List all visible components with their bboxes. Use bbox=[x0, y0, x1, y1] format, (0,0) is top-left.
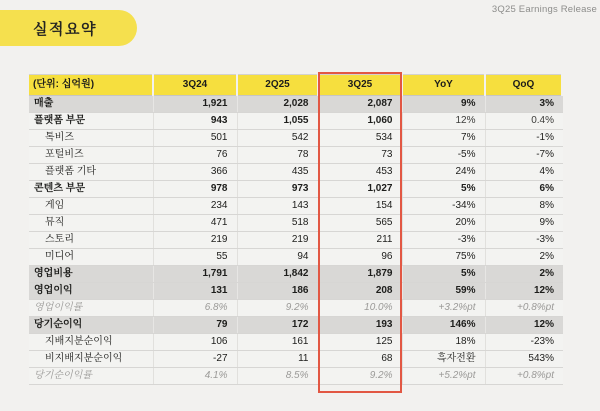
table-row-operating-margin bbox=[29, 300, 563, 317]
cell-qoq: 2% bbox=[485, 249, 563, 266]
cell-qoq: 8% bbox=[485, 198, 563, 215]
column-header-yoy: YoY bbox=[402, 75, 485, 96]
cell-3q24: 76 bbox=[153, 147, 237, 164]
table-row-controlling-interest bbox=[29, 334, 563, 351]
cell-3q25: 68 bbox=[318, 351, 402, 368]
cell-yoy: 5% bbox=[402, 266, 485, 283]
table-row-operating-expenses bbox=[29, 266, 563, 283]
cell-qoq: -3% bbox=[485, 232, 563, 249]
cell-3q24: 4.1% bbox=[153, 368, 237, 385]
cell-3q25: 10.0% bbox=[318, 300, 402, 317]
cell-3q24: -27 bbox=[153, 351, 237, 368]
column-header-3q25: 3Q25 bbox=[318, 75, 402, 96]
cell-3q25: 9.2% bbox=[318, 368, 402, 385]
cell-3q24: 106 bbox=[153, 334, 237, 351]
row-label: 뮤직 bbox=[29, 215, 153, 232]
row-label: 영업이익률 bbox=[29, 300, 153, 317]
cell-3q24: 131 bbox=[153, 283, 237, 300]
cell-3q25: 154 bbox=[318, 198, 402, 215]
table-row-game bbox=[29, 198, 563, 215]
cell-yoy: 59% bbox=[402, 283, 485, 300]
table-row-platform-other bbox=[29, 164, 563, 181]
cell-yoy: -5% bbox=[402, 147, 485, 164]
cell-2q25: 78 bbox=[237, 147, 318, 164]
page-title-pill bbox=[0, 10, 137, 46]
cell-2q25: 219 bbox=[237, 232, 318, 249]
cell-qoq: -7% bbox=[485, 147, 563, 164]
cell-qoq: 12% bbox=[485, 317, 563, 334]
table-row-platform-segment bbox=[29, 113, 563, 130]
cell-3q24: 1,921 bbox=[153, 96, 237, 113]
table-row-noncontrolling-interest bbox=[29, 351, 563, 368]
row-label: 영업이익 bbox=[29, 283, 153, 300]
row-label: 스토리 bbox=[29, 232, 153, 249]
cell-yoy: 146% bbox=[402, 317, 485, 334]
table-row-portalbiz bbox=[29, 147, 563, 164]
cell-3q25: 1,879 bbox=[318, 266, 402, 283]
cell-yoy: -3% bbox=[402, 232, 485, 249]
table-row-music bbox=[29, 215, 563, 232]
row-label: 미디어 bbox=[29, 249, 153, 266]
row-label: 당기순이익률 bbox=[29, 368, 153, 385]
table-header-row bbox=[29, 75, 563, 96]
unit-label: (단위: 십억원) bbox=[29, 75, 153, 96]
cell-yoy: -34% bbox=[402, 198, 485, 215]
cell-3q24: 219 bbox=[153, 232, 237, 249]
table-row-content-segment bbox=[29, 181, 563, 198]
table-row-net-profit bbox=[29, 317, 563, 334]
cell-qoq: +0.8%pt bbox=[485, 300, 563, 317]
cell-2q25: 2,028 bbox=[237, 96, 318, 113]
cell-3q24: 79 bbox=[153, 317, 237, 334]
cell-2q25: 8.5% bbox=[237, 368, 318, 385]
cell-3q24: 55 bbox=[153, 249, 237, 266]
table-row-operating-profit bbox=[29, 283, 563, 300]
cell-qoq: 9% bbox=[485, 215, 563, 232]
row-label: 콘텐츠 부문 bbox=[29, 181, 153, 198]
cell-2q25: 973 bbox=[237, 181, 318, 198]
cell-yoy: 24% bbox=[402, 164, 485, 181]
cell-2q25: 1,842 bbox=[237, 266, 318, 283]
cell-2q25: 143 bbox=[237, 198, 318, 215]
cell-yoy: 75% bbox=[402, 249, 485, 266]
row-label: 플랫폼 부문 bbox=[29, 113, 153, 130]
cell-yoy: 9% bbox=[402, 96, 485, 113]
cell-2q25: 435 bbox=[237, 164, 318, 181]
cell-qoq: 6% bbox=[485, 181, 563, 198]
row-label: 톡비즈 bbox=[29, 130, 153, 147]
cell-qoq: -23% bbox=[485, 334, 563, 351]
cell-2q25: 9.2% bbox=[237, 300, 318, 317]
cell-2q25: 161 bbox=[237, 334, 318, 351]
row-label: 플랫폼 기타 bbox=[29, 164, 153, 181]
cell-yoy: 12% bbox=[402, 113, 485, 130]
cell-qoq: 543% bbox=[485, 351, 563, 368]
cell-qoq: 4% bbox=[485, 164, 563, 181]
row-label: 비지배지분순이익 bbox=[29, 351, 153, 368]
cell-3q25: 1,060 bbox=[318, 113, 402, 130]
column-header-2q25: 2Q25 bbox=[237, 75, 318, 96]
cell-yoy: +3.2%pt bbox=[402, 300, 485, 317]
cell-3q24: 471 bbox=[153, 215, 237, 232]
table-row-talkbiz bbox=[29, 130, 563, 147]
cell-3q24: 978 bbox=[153, 181, 237, 198]
cell-3q25: 2,087 bbox=[318, 96, 402, 113]
cell-yoy: 5% bbox=[402, 181, 485, 198]
table-row-story bbox=[29, 232, 563, 249]
cell-yoy: 18% bbox=[402, 334, 485, 351]
cell-3q25: 1,027 bbox=[318, 181, 402, 198]
cell-qoq: 3% bbox=[485, 96, 563, 113]
earnings-summary-table bbox=[29, 74, 565, 385]
table-row-net-margin bbox=[29, 368, 563, 385]
cell-3q24: 1,791 bbox=[153, 266, 237, 283]
cell-3q25: 211 bbox=[318, 232, 402, 249]
cell-qoq: 12% bbox=[485, 283, 563, 300]
cell-3q25: 208 bbox=[318, 283, 402, 300]
cell-qoq: +0.8%pt bbox=[485, 368, 563, 385]
cell-3q25: 565 bbox=[318, 215, 402, 232]
row-label: 당기순이익 bbox=[29, 317, 153, 334]
cell-2q25: 11 bbox=[237, 351, 318, 368]
cell-yoy: 흑자전환 bbox=[402, 351, 485, 368]
row-label: 게임 bbox=[29, 198, 153, 215]
cell-yoy: 20% bbox=[402, 215, 485, 232]
cell-2q25: 172 bbox=[237, 317, 318, 334]
cell-3q25: 193 bbox=[318, 317, 402, 334]
table-row-revenue bbox=[29, 96, 563, 113]
row-label: 영업비용 bbox=[29, 266, 153, 283]
cell-2q25: 542 bbox=[237, 130, 318, 147]
cell-yoy: 7% bbox=[402, 130, 485, 147]
cell-yoy: +5.2%pt bbox=[402, 368, 485, 385]
cell-3q24: 366 bbox=[153, 164, 237, 181]
cell-3q25: 453 bbox=[318, 164, 402, 181]
cell-2q25: 94 bbox=[237, 249, 318, 266]
column-header-qoq: QoQ bbox=[485, 75, 563, 96]
cell-3q25: 96 bbox=[318, 249, 402, 266]
cell-qoq: 2% bbox=[485, 266, 563, 283]
cell-3q25: 534 bbox=[318, 130, 402, 147]
cell-2q25: 518 bbox=[237, 215, 318, 232]
cell-3q25: 125 bbox=[318, 334, 402, 351]
cell-3q24: 943 bbox=[153, 113, 237, 130]
cell-3q24: 234 bbox=[153, 198, 237, 215]
earnings-release-label: 3Q25 Earnings Release bbox=[491, 4, 597, 15]
row-label: 포털비즈 bbox=[29, 147, 153, 164]
cell-2q25: 1,055 bbox=[237, 113, 318, 130]
column-header-3q24: 3Q24 bbox=[153, 75, 237, 96]
cell-3q25: 73 bbox=[318, 147, 402, 164]
table-row-media bbox=[29, 249, 563, 266]
cell-2q25: 186 bbox=[237, 283, 318, 300]
cell-3q24: 501 bbox=[153, 130, 237, 147]
page-title: 실적요약 bbox=[33, 20, 97, 38]
row-label: 지배지분순이익 bbox=[29, 334, 153, 351]
row-label: 매출 bbox=[29, 96, 153, 113]
cell-3q24: 6.8% bbox=[153, 300, 237, 317]
cell-qoq: -1% bbox=[485, 130, 563, 147]
cell-qoq: 0.4% bbox=[485, 113, 563, 130]
